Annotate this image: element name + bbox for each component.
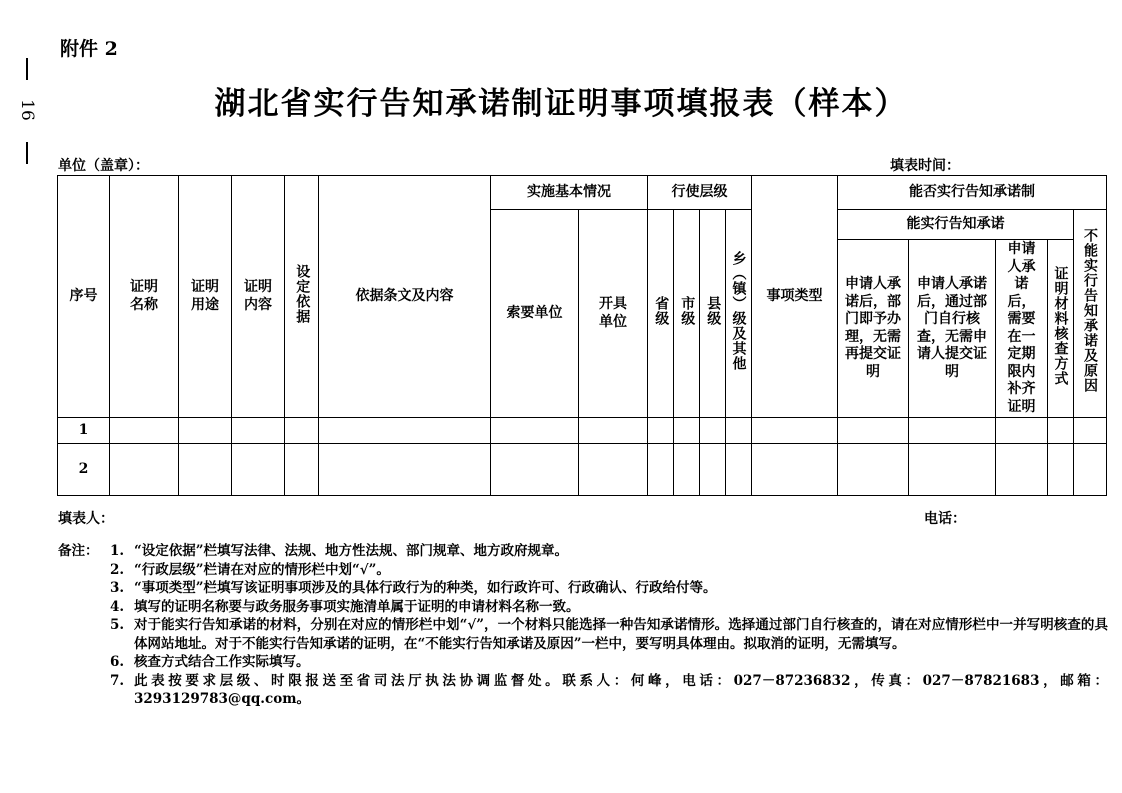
table-row	[58, 418, 1107, 444]
header-cert-use: 证明 用途	[179, 176, 232, 418]
header-seq: 序号	[58, 176, 110, 418]
cell[interactable]	[579, 418, 648, 444]
cell[interactable]	[319, 444, 491, 496]
row-seq: 1	[58, 418, 110, 444]
header-impl-group: 实施基本情况	[491, 176, 648, 210]
phone-label: 电话：	[924, 511, 966, 527]
page-number: 16	[17, 99, 37, 121]
header-can-promise-group: 能实行告知承诺	[838, 210, 1074, 240]
cell[interactable]	[110, 418, 179, 444]
header-issuing-unit: 开具 单位	[579, 210, 648, 418]
header-option-1: 申请人承诺后，部门即予办理，无需再提交证明	[838, 240, 909, 418]
note-number: 6.	[110, 654, 125, 670]
cell[interactable]	[232, 444, 285, 496]
note-number: 3.	[110, 580, 125, 596]
cell[interactable]	[1074, 418, 1107, 444]
cell[interactable]	[491, 418, 579, 444]
page-number-bar-bottom	[26, 142, 28, 164]
cell[interactable]	[838, 418, 909, 444]
cell[interactable]	[319, 418, 491, 444]
note-item	[58, 579, 1108, 598]
unit-seal-label: 单位（盖章）：	[58, 158, 149, 174]
cell[interactable]	[909, 418, 996, 444]
fill-by-label: 填表人：	[58, 511, 114, 527]
cell[interactable]	[996, 444, 1048, 496]
header-county: 县级	[705, 295, 722, 326]
note-item	[58, 561, 1108, 580]
report-table-wrapper	[57, 175, 1107, 496]
header-basis-text: 依据条文及内容	[319, 176, 491, 418]
cell[interactable]	[996, 418, 1048, 444]
note-text: 此表按要求层级、时限报送至省司法厅执法协调监督处。联系人：何峰，电话：027－87236832，传真：027－87821683，邮箱：3293129783@qq.com。	[134, 672, 1108, 707]
note-text: 对于能实行告知承诺的材料，分别在对应的情形栏中划“√”，一个材料只能选择一种告知承诺情形。选择通过部门自行核查的，请在对应情形栏中一并写明核查的具体网站地址。对于不能实行告知承诺的证明，在“不能实行告知承诺及原因”一栏中，要写明具体理由。拟取消的证明，无需填写。	[134, 617, 1108, 652]
header-option-3: 申请人承诺后，需要在一定期限内补齐证明	[996, 240, 1048, 418]
cell[interactable]	[648, 418, 674, 444]
note-item	[58, 598, 1108, 617]
cell[interactable]	[1074, 444, 1107, 496]
cell[interactable]	[1048, 444, 1074, 496]
note-number: 2.	[110, 561, 125, 578]
cell[interactable]	[648, 444, 674, 496]
header-check-method: 证明材料核查方式	[1052, 265, 1069, 386]
cell[interactable]	[1048, 418, 1074, 444]
note-text: 填写的证明名称要与政务服务事项实施清单属于证明的申请材料名称一致。	[134, 598, 580, 615]
header-item-type: 事项类型	[752, 176, 838, 418]
note-item	[58, 653, 1108, 672]
cell[interactable]	[674, 418, 700, 444]
note-text: “设定依据”栏填写法律、法规、地方性法规、部门规章、地方政府规章。	[134, 543, 569, 559]
note-number: 5.	[110, 617, 125, 633]
cell[interactable]	[700, 444, 726, 496]
cell[interactable]	[110, 444, 179, 496]
notes-lead: 备注：	[58, 543, 99, 559]
cell[interactable]	[285, 444, 319, 496]
cell[interactable]	[179, 444, 232, 496]
cell[interactable]	[726, 418, 752, 444]
cell[interactable]	[726, 444, 752, 496]
header-town: 乡（镇）级及其他	[730, 250, 747, 371]
header-basis: 设定依据	[294, 263, 311, 324]
note-text: “事项类型”栏填写该证明事项涉及的具体行政行为的种类，如行政许可、行政确认、行政给付等。	[134, 580, 717, 596]
cell[interactable]	[491, 444, 579, 496]
fill-time-label: 填表时间：	[890, 158, 960, 174]
page-title: 湖北省实行告知承诺制证明事项填报表（样本）	[214, 86, 908, 122]
note-item	[58, 616, 1108, 653]
cell[interactable]	[285, 418, 319, 444]
cell[interactable]	[909, 444, 996, 496]
row-seq: 2	[58, 444, 110, 496]
attachment-label: 附件 2	[60, 38, 118, 60]
cell[interactable]	[674, 444, 700, 496]
cell[interactable]	[838, 444, 909, 496]
header-province: 省级	[653, 295, 670, 326]
note-item	[58, 542, 1108, 561]
header-option-2: 申请人承诺后，通过部门自行核查，无需申请人提交证明	[909, 240, 996, 418]
cell[interactable]	[752, 418, 838, 444]
page-number-bar-top	[26, 58, 28, 80]
table-row	[58, 444, 1107, 496]
cell[interactable]	[752, 444, 838, 496]
note-text: “行政层级”栏请在对应的情形栏中划“√”。	[134, 561, 390, 578]
header-promise-group: 能否实行告知承诺制	[838, 176, 1107, 210]
header-cert-name: 证明 名称	[110, 176, 179, 418]
note-text: 核查方式结合工作实际填写。	[134, 654, 310, 670]
note-number: 1.	[110, 543, 125, 559]
cell[interactable]	[179, 418, 232, 444]
header-requesting-unit: 索要单位	[491, 210, 579, 418]
report-table	[57, 175, 1107, 496]
notes-section	[58, 542, 1108, 709]
cell[interactable]	[232, 418, 285, 444]
header-cert-content: 证明 内容	[232, 176, 285, 418]
cell[interactable]	[579, 444, 648, 496]
note-number: 4.	[110, 598, 125, 615]
header-city: 市级	[679, 295, 696, 326]
note-item	[58, 672, 1108, 709]
cell[interactable]	[700, 418, 726, 444]
note-number: 7.	[110, 672, 125, 689]
header-cannot-promise: 不能实行告知承诺及原因	[1082, 228, 1098, 394]
header-level-group: 行使层级	[648, 176, 752, 210]
